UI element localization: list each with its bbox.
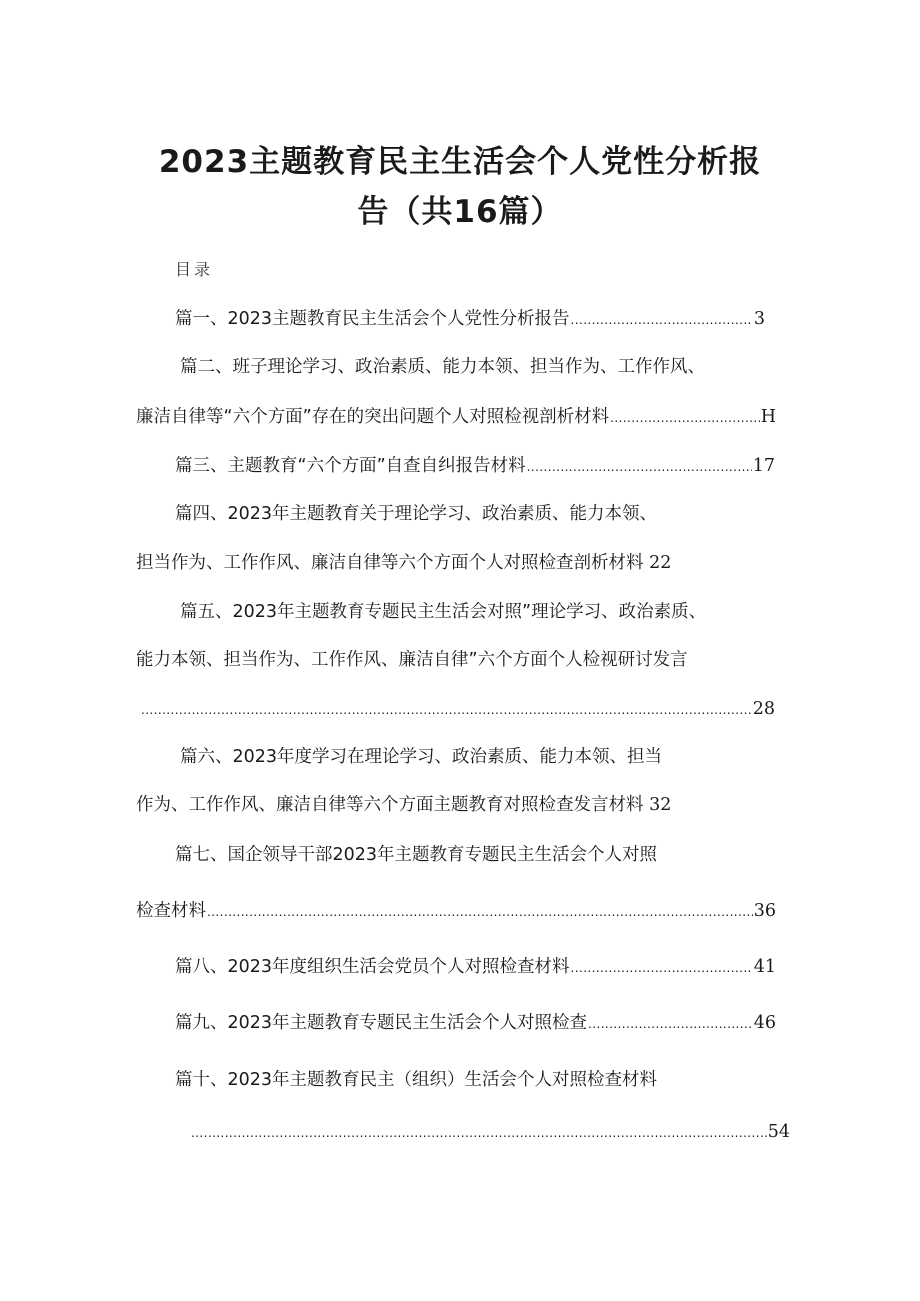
toc-entry-5-cont[interactable] [136,648,688,672]
document-title-line-2: 告（共16篇） [357,194,563,230]
toc-entry-text: 篇七、国企领导干部2023年主题教育专题民主生活会个人对照 [175,845,658,865]
toc-entry-text: 篇二、班子理论学习、政治素质、能力本领、担当作为、工作作风、 [180,357,705,377]
toc-page-number: 41 [753,957,776,977]
toc-entry-2[interactable] [180,355,705,379]
toc-entry-text: 能力本领、担当作为、工作作风、廉洁自律”六个方面个人检视研讨发言 [136,650,688,670]
toc-page-number: 36 [753,901,776,921]
leader-dots [141,698,752,722]
toc-page-number: 32 [649,795,672,815]
toc-entry-10[interactable] [175,1068,657,1092]
toc-entry-9[interactable] [175,1011,776,1036]
leader-dots [527,455,752,479]
toc-entry-text: 篇十、2023年主题教育民主（组织）生活会个人对照检查材料 [175,1070,658,1090]
toc-entry-text: 篇三、主题教育“六个方面”自查自纠报告材料 [175,456,526,476]
document-title-line-1: 2023主题教育民主生活会个人党性分析报 [158,144,762,180]
toc-entry-text: 检查材料 [136,901,206,921]
toc-page-number: 22 [649,553,672,573]
toc-entry-text: 担当作为、工作作风、廉洁自律等六个方面个人对照检查剖析材料 [136,553,644,573]
toc-page-number: 17 [752,456,775,476]
toc-label: 目录 [175,260,214,279]
toc-page-number: 46 [753,1013,776,1033]
toc-entry-4[interactable] [175,502,657,526]
toc-entry-3[interactable] [175,454,775,479]
leader-dots [571,956,753,980]
leader-dots [191,1121,767,1145]
toc-entry-5[interactable] [180,600,706,624]
leader-dots [571,308,753,332]
toc-page-number: H [760,407,776,427]
toc-page-number: 3 [753,309,765,329]
toc-entry-text: 篇四、2023年主题教育关于理论学习、政治素质、能力本领、 [175,504,658,524]
leader-dots [610,406,760,430]
toc-entry-6[interactable] [180,745,662,769]
toc-page-number: 28 [752,699,775,719]
toc-entry-text: 篇八、2023年度组织生活会党员个人对照检查材料 [175,957,570,977]
toc-entry-text: 篇九、2023年主题教育专题民主生活会个人对照检查 [175,1013,588,1033]
toc-page-number: 54 [767,1122,790,1142]
toc-entry-7[interactable] [175,843,657,867]
toc-entry-7-cont[interactable] [136,899,776,924]
toc-entry-text: 廉洁自律等“六个方面”存在的突出问题个人对照检视剖析材料 [136,407,610,427]
toc-entry-6-cont[interactable] [136,793,671,817]
toc-entry-text: 篇一、2023主题教育民主生活会个人党性分析报告 [175,309,570,329]
leader-dots [588,1012,753,1036]
toc-entry-4-cont[interactable] [136,551,671,575]
toc-entry-text: 篇五、2023年主题教育专题民主生活会对照”理论学习、政治素质、 [180,602,707,622]
toc-entry-10-page-row[interactable] [190,1120,790,1145]
toc-entry-5-page-row[interactable] [140,697,775,722]
toc-entry-8[interactable] [175,955,776,980]
toc-entry-1[interactable] [175,307,765,332]
toc-entry-text: 作为、工作作风、廉洁自律等六个方面主题教育对照检查发言材料 [136,795,644,815]
toc-entry-2-cont[interactable] [136,405,776,430]
toc-entry-text: 篇六、2023年度学习在理论学习、政治素质、能力本领、担当 [180,747,663,767]
leader-dots [207,900,753,924]
